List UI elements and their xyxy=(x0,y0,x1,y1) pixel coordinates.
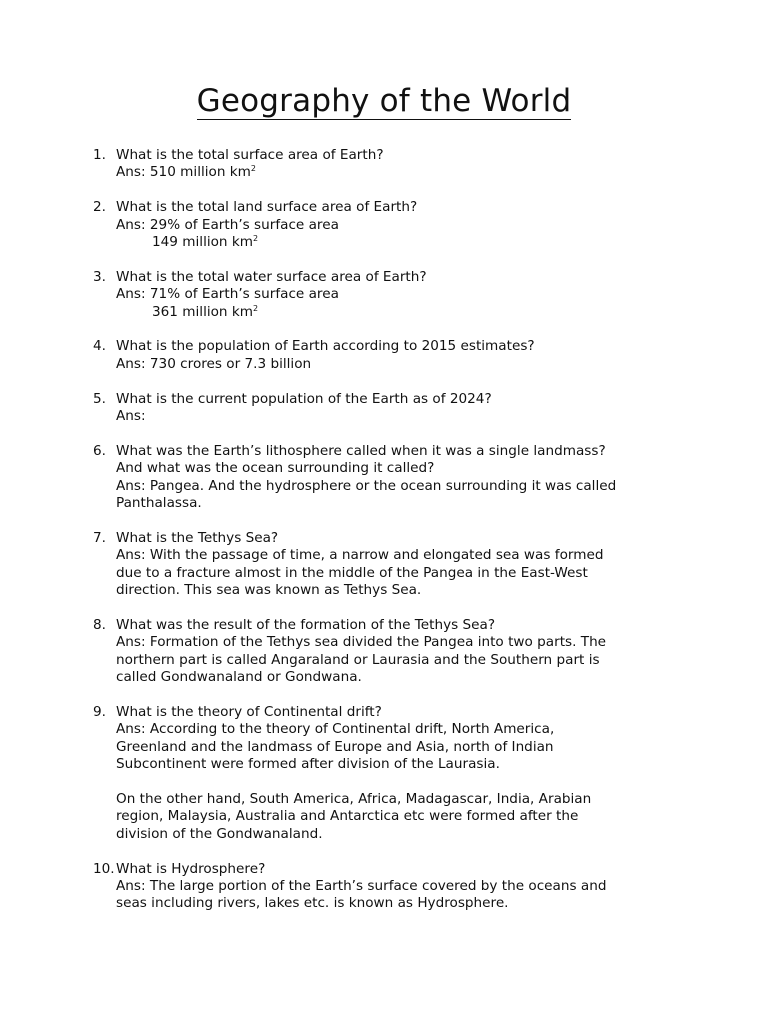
item-number: 2. xyxy=(93,199,106,216)
answer-line xyxy=(116,721,693,738)
list-item xyxy=(93,269,693,321)
answer-line xyxy=(116,234,693,251)
answer-text: seas including rivers, lakes etc. is known as Hydrosphere. xyxy=(116,895,509,912)
question-text: And what was the ocean surrounding it called? xyxy=(116,460,435,477)
answer-text: due to a fracture almost in the middle of the Pangea in the East-West xyxy=(116,564,588,581)
answer-text: region, Malaysia, Australia and Antarctica etc were formed after the xyxy=(116,808,579,825)
answer-label: Ans: xyxy=(116,216,146,233)
answer-label: Ans: xyxy=(116,355,146,372)
list-item xyxy=(93,147,693,182)
question-text: What is the total surface area of Earth? xyxy=(116,147,384,163)
superscript: 2 xyxy=(252,303,259,313)
answer-label: Ans: xyxy=(116,634,146,651)
title-block xyxy=(0,80,768,122)
superscript: 2 xyxy=(252,234,259,244)
answer-label: Ans: xyxy=(116,877,146,894)
list-item xyxy=(93,704,693,843)
answer-line xyxy=(116,217,693,234)
list-item xyxy=(93,530,693,600)
question-text: What is the Tethys Sea? xyxy=(116,529,279,546)
answer-text: 361 million km xyxy=(152,303,253,320)
answer-line xyxy=(116,547,693,564)
question-text: What is the theory of Continental drift? xyxy=(116,703,382,720)
answer-text: 71% of Earth’s surface area xyxy=(149,286,339,303)
answer-line xyxy=(116,356,693,373)
answer-text: northern part is called Angaraland or Laurasia and the Southern part is xyxy=(116,651,600,668)
question-text: What is Hydrosphere? xyxy=(116,860,266,877)
answer-text: called Gondwanaland or Gondwana. xyxy=(116,669,362,686)
answer-label: Ans: xyxy=(116,477,146,494)
question-text: What was the result of the formation of the Tethys Sea? xyxy=(116,616,496,633)
item-number: 5. xyxy=(93,390,106,407)
answer-text: 29% of Earth’s surface area xyxy=(149,216,339,233)
answer-text: Panthalassa. xyxy=(116,495,202,512)
answer-line xyxy=(116,164,693,181)
item-number: 4. xyxy=(93,338,106,355)
item-number: 1. xyxy=(93,147,106,163)
item-number: 3. xyxy=(93,268,106,285)
answer-text: 510 million km xyxy=(149,164,251,181)
list-item xyxy=(93,391,693,426)
answer-line xyxy=(116,408,693,425)
question-text: What is the current population of the Earth as of 2024? xyxy=(116,390,492,407)
question-text: What is the total land surface area of Earth? xyxy=(116,199,418,216)
answer-text: Formation of the Tethys sea divided the Pangea into two parts. The xyxy=(149,634,607,651)
list-item xyxy=(93,199,693,251)
answer-line xyxy=(116,304,693,321)
answer-text: The large portion of the Earth’s surface covered by the oceans and xyxy=(149,877,607,894)
answer-text: division of the Gondwanaland. xyxy=(116,825,323,842)
answer-text: According to the theory of Continental drift, North America, xyxy=(149,721,555,738)
answer-text: On the other hand, South America, Africa, Madagascar, India, Arabian xyxy=(116,790,592,807)
list-item xyxy=(93,338,693,373)
answer-line xyxy=(116,878,693,895)
question-text: What is the population of Earth according to 2015 estimates? xyxy=(116,338,535,355)
list-item xyxy=(93,443,693,513)
question-list xyxy=(93,147,693,930)
answer-text: Subcontinent were formed after division of the Laurasia. xyxy=(116,756,500,773)
answer-text: With the passage of time, a narrow and elongated sea was formed xyxy=(149,547,604,564)
answer-label: Ans: xyxy=(116,547,146,564)
answer-text: Greenland and the landmass of Europe and Asia, north of Indian xyxy=(116,738,554,755)
answer-label: Ans: xyxy=(116,286,146,303)
superscript: 2 xyxy=(250,164,256,174)
answer-text: 149 million km xyxy=(152,234,253,251)
question-text: What was the Earth’s lithosphere called when it was a single landmass? xyxy=(116,442,606,459)
answer-line xyxy=(116,478,693,495)
item-number: 9. xyxy=(93,703,106,720)
list-item xyxy=(93,617,693,687)
question-text: What is the total water surface area of Earth? xyxy=(116,268,427,285)
answer-line xyxy=(116,634,693,651)
answer-line xyxy=(116,286,693,303)
item-number: 10. xyxy=(93,860,115,877)
paragraph-gap xyxy=(116,774,693,791)
answer-label: Ans: xyxy=(116,721,146,738)
item-number: 8. xyxy=(93,616,106,633)
answer-text: 730 crores or 7.3 billion xyxy=(149,355,312,372)
answer-text: direction. This sea was known as Tethys Sea. xyxy=(116,582,422,599)
answer-label: Ans: xyxy=(116,408,146,425)
answer-label: Ans: xyxy=(116,164,146,181)
page-title: Geography of the World xyxy=(196,83,572,119)
item-number: 7. xyxy=(93,529,106,546)
item-number: 6. xyxy=(93,442,106,459)
list-item xyxy=(93,861,693,913)
answer-text: Pangea. And the hydrosphere or the ocean surrounding it was called xyxy=(149,477,617,494)
